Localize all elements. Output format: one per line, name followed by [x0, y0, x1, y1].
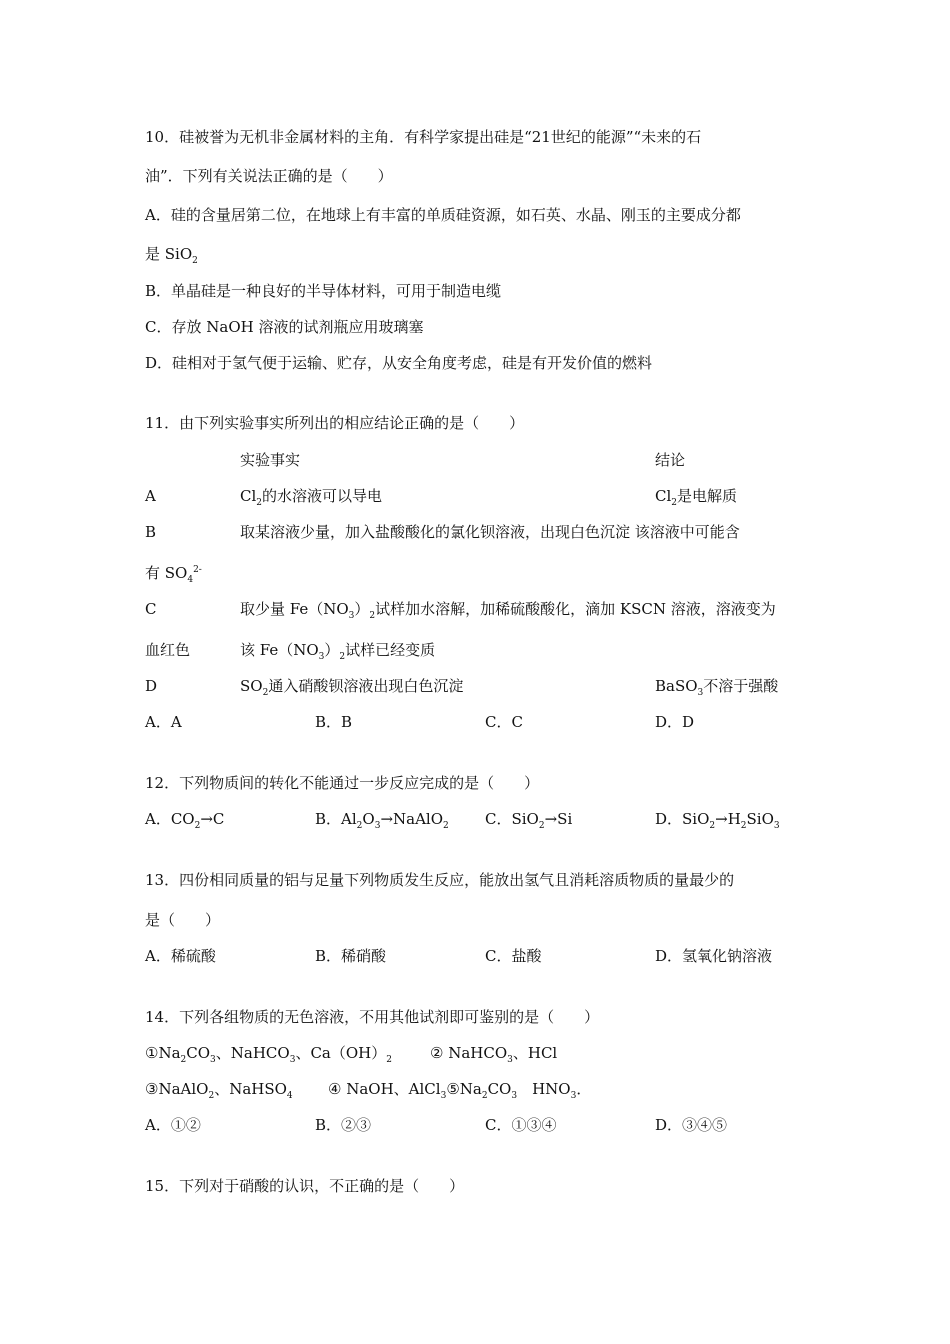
q13-option-b: B．稀硝酸 — [315, 947, 387, 965]
q14-stem: 14．下列各组物质的无色溶液，不用其他试剂即可鉴别的是（ ） — [145, 1008, 600, 1026]
q11-stem: 11．由下列实验事实所列出的相应结论正确的是（ ） — [145, 414, 525, 432]
q11-row-c-fact: 取少量 $Fe(NO_3)_2$试样加水溶解，加稀硫酸酸化，滴加 KSCN 溶液，溶液变为 — [240, 600, 776, 621]
q10-option-d: D．硅相对于氢气便于运输、贮存，从安全角度考虑，硅是有开发价值的燃料 — [145, 354, 653, 372]
q14-group-4-5: ④ NaOH、$AlCl_3⑤Na_2CO_3$ $HNO_3$． — [328, 1080, 592, 1101]
q14-group-2: ② NaHCO$_3$、HCl — [430, 1044, 558, 1065]
q11-row-b-fact: 取某溶液少量，加入盐酸酸化的氯化钡溶液，出现白色沉淀 该溶液中可能含 — [240, 523, 740, 541]
q11-option-c: C．C — [485, 713, 523, 731]
q13-option-a: A．稀硫酸 — [145, 947, 216, 965]
q12-option-d: D．$SiO_2\to H_2SiO_3$ — [655, 810, 780, 831]
q11-header-fact: 实验事实 — [240, 451, 301, 469]
q11-row-d-fact: $SO_2$通入硝酸钡溶液出现白色沉淀 — [240, 677, 464, 698]
q14-option-b: B．②③ — [315, 1116, 372, 1134]
q14-group-1: $①Na_2CO_3$、NaHCO$_3$、$Ca(OH)_2$ — [145, 1044, 392, 1065]
q11-row-b-continued: 有 $SO_4^{2-}$ — [145, 564, 202, 585]
q11-option-d: D．D — [655, 713, 695, 731]
q12-option-a: A．$CO_2\to C$ — [145, 810, 225, 831]
q10-option-b: B．单晶硅是一种良好的半导体材料，可用于制造电缆 — [145, 282, 502, 300]
q12-option-c: C．SiO$_2$→Si — [485, 810, 573, 831]
q14-option-d: D．③④⑤ — [655, 1116, 728, 1134]
q15-stem: 15．下列对于硝酸的认识，不正确的是（ ） — [145, 1177, 465, 1195]
q11-header-conclusion: 结论 — [655, 451, 686, 469]
q11-row-d-label: D — [145, 677, 158, 695]
q14-group-3: ③NaAlO$_2$、NaHSO$_4$ — [145, 1080, 293, 1101]
q11-row-c-label: C — [145, 600, 157, 618]
q13-option-d: D．氢氧化钠溶液 — [655, 947, 773, 965]
q10-option-c: C．存放 NaOH 溶液的试剂瓶应用玻璃塞 — [145, 318, 424, 336]
q11-row-a-conclusion: $Cl_2$是电解质 — [655, 487, 738, 508]
q11-row-a-label: A — [145, 487, 156, 505]
q11-row-c-continued: 血红色 — [145, 641, 191, 659]
q13-stem-line2: 是（ ） — [145, 911, 221, 929]
q11-row-c-conclusion: 该 $Fe(NO_3)_2$试样已经变质 — [240, 641, 436, 662]
q12-stem: 12．下列物质间的转化不能通过一步反应完成的是（ ） — [145, 774, 540, 792]
q12-option-b: B．$Al_2O_3\to NaAlO_2$ — [315, 810, 449, 831]
q10-stem-line1: 10．硅被誉为无机非金属材料的主角．有科学家提出硅是“21世纪的能源”“未来的石 — [145, 128, 702, 146]
q13-option-c: C．盐酸 — [485, 947, 542, 965]
q14-option-a: A．①② — [145, 1116, 201, 1134]
q10-stem-line2: 油”．下列有关说法正确的是（ ） — [145, 167, 393, 185]
q11-option-a: A．A — [145, 713, 182, 731]
q10-option-a-line1: A．硅的含量居第二位，在地球上有丰富的单质硅资源，如石英、水晶、刚玉的主要成分都 — [145, 206, 741, 224]
q13-stem-line1: 13．四份相同质量的铝与足量下列物质发生反应，能放出氢气且消耗溶质物质的量最少的 — [145, 871, 735, 889]
q11-row-d-conclusion: BaSO$_3$不溶于强酸 — [655, 677, 779, 698]
q11-row-b-label: B — [145, 523, 157, 541]
q11-option-b: B．B — [315, 713, 353, 731]
q10-option-a-line2: 是 SiO$_2$ — [145, 245, 198, 266]
q11-row-a-fact: $Cl_2$的水溶液可以导电 — [240, 487, 383, 508]
q14-option-c: C．①③④ — [485, 1116, 557, 1134]
